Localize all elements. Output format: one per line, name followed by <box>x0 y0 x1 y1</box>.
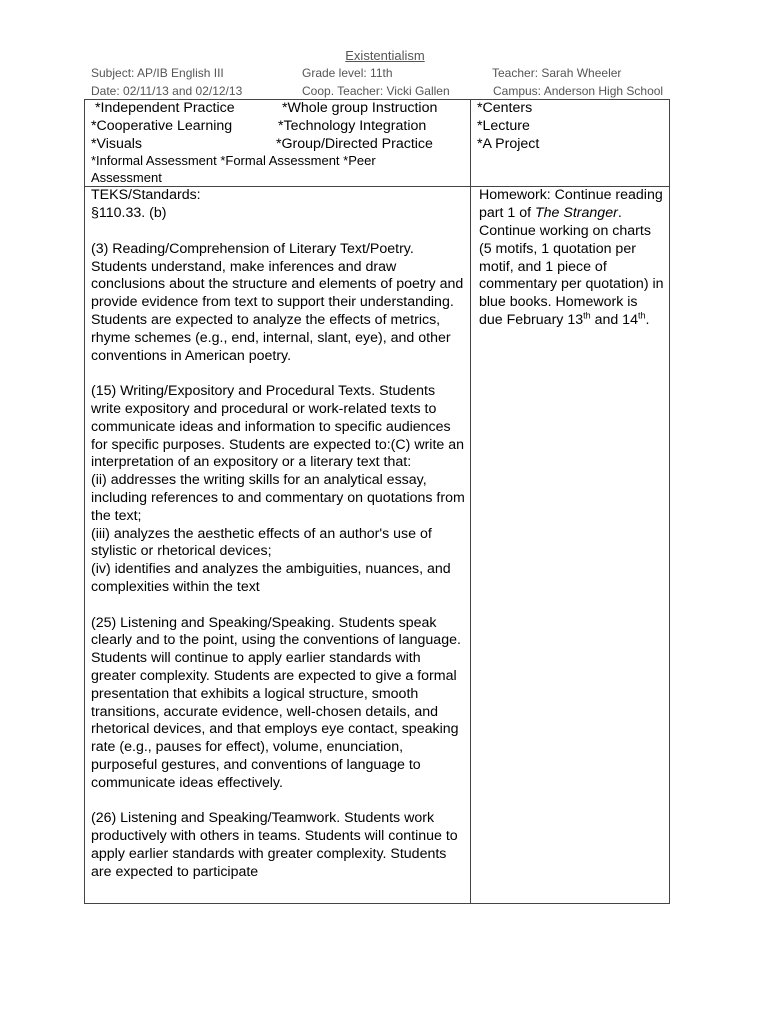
homework-sup-1: th <box>583 310 591 321</box>
campus-label: Campus: Anderson High School <box>493 84 664 98</box>
strategy-lecture: *Lecture <box>477 117 530 134</box>
homework-part-3: and 14 <box>590 311 638 328</box>
strategy-line-1 <box>91 100 466 118</box>
standard-26: (26) Listening and Speaking/Teamwork. Students work productively with others in teams. Students will continue to apply earlier standards with greater complexity. Students are expected to participate <box>91 810 458 880</box>
strategies-right-cell <box>471 100 670 187</box>
standards-code: §110.33. (b) <box>91 205 167 222</box>
standard-3: (3) Reading/Comprehension of Literary Text/Poetry. Students understand, make inferences and draw conclusions about the structure and elements of poetry and provide evidence from text to support their understanding. Students are expected to analyze the effects of metrics, rhyme schemes (e.g., end, internal, slant, eye), and other conventions in American poetry. <box>91 240 464 364</box>
standards-heading: TEKS/Standards: <box>91 187 201 204</box>
homework-part-4: . <box>645 311 650 328</box>
standards-row <box>85 187 670 904</box>
homework-book-title: The Stranger <box>535 205 618 222</box>
strategy-line-2 <box>91 118 466 136</box>
strategies-cell <box>85 100 471 187</box>
homework-sup-2: th <box>637 310 646 321</box>
assessment-line-1: *Informal Assessment *Formal Assessment *Peer <box>91 153 376 169</box>
strategy-group-directed: *Group/Directed Practice <box>276 135 433 152</box>
standard-25: (25) Listening and Speaking/Speaking. Students speak clearly and to the point, using the conventions of language. Students will continue to apply earlier standards with greater complexity. Students are expected to give a formal presentation that exhibits a logical structure, smooth transitions, accurate evidence, well-chosen details, and rhetorical devices, and that employs eye contact, speaking rate (e.g., pauses for effect), volume, enunciation, purposeful gestures, and conventions of language to communicate ideas effectively. <box>91 614 461 791</box>
standard-15-intro: (15) Writing/Expository and Procedural Texts. Students write expository and procedural or work-related texts to communicate ideas and information to specific audiences for specific purposes. Students are expected to:(C) write an interpretation of an expository or a literary text that: <box>91 383 464 471</box>
subject-label: Subject: AP/IB English III <box>91 66 224 80</box>
teacher-label: Teacher: Sarah Wheeler <box>492 66 622 80</box>
page-title: Existentialism <box>345 48 425 63</box>
strategy-independent-practice: *Independent Practice <box>95 100 235 116</box>
assessment-line-2: Assessment <box>91 169 162 185</box>
date-label: Date: 02/11/13 and 02/12/13 <box>91 84 243 98</box>
homework-cell <box>471 187 670 904</box>
strategy-project: *A Project <box>477 135 540 152</box>
lesson-plan-table <box>84 99 670 904</box>
grade-level-label: Grade level: 11th <box>302 66 393 80</box>
homework-text <box>479 187 665 329</box>
standard-15-ii: (ii) addresses the writing skills for an analytical essay, including references to and commentary on quotations from the text; <box>91 472 465 524</box>
strategy-line-3 <box>91 136 466 154</box>
strategy-centers: *Centers <box>477 100 533 116</box>
standards-cell <box>85 187 471 904</box>
standard-15-iv: (iv) identifies and analyzes the ambiguities, nuances, and complexities within the text <box>91 561 451 595</box>
strategy-technology-integration: *Technology Integration <box>278 117 427 134</box>
strategy-cooperative-learning: *Cooperative Learning <box>91 117 233 134</box>
strategies-row <box>85 100 670 187</box>
standard-15-iii: (iii) analyzes the aesthetic effects of an author's use of stylistic or rhetorical devices; <box>91 525 432 560</box>
strategy-visuals: *Visuals <box>91 135 142 152</box>
homework-part-2: . Continue working on charts (5 motifs, 1 quotation per motif, and 1 piece of commentary per quotation) in blue books. Homework is due February 13 <box>479 205 664 328</box>
strategy-whole-group: *Whole group Instruction <box>282 100 438 116</box>
homework-part-1: Homework: Continue reading part 1 of <box>479 187 663 222</box>
coop-teacher-label: Coop. Teacher: Vicki Gallen <box>302 84 450 98</box>
